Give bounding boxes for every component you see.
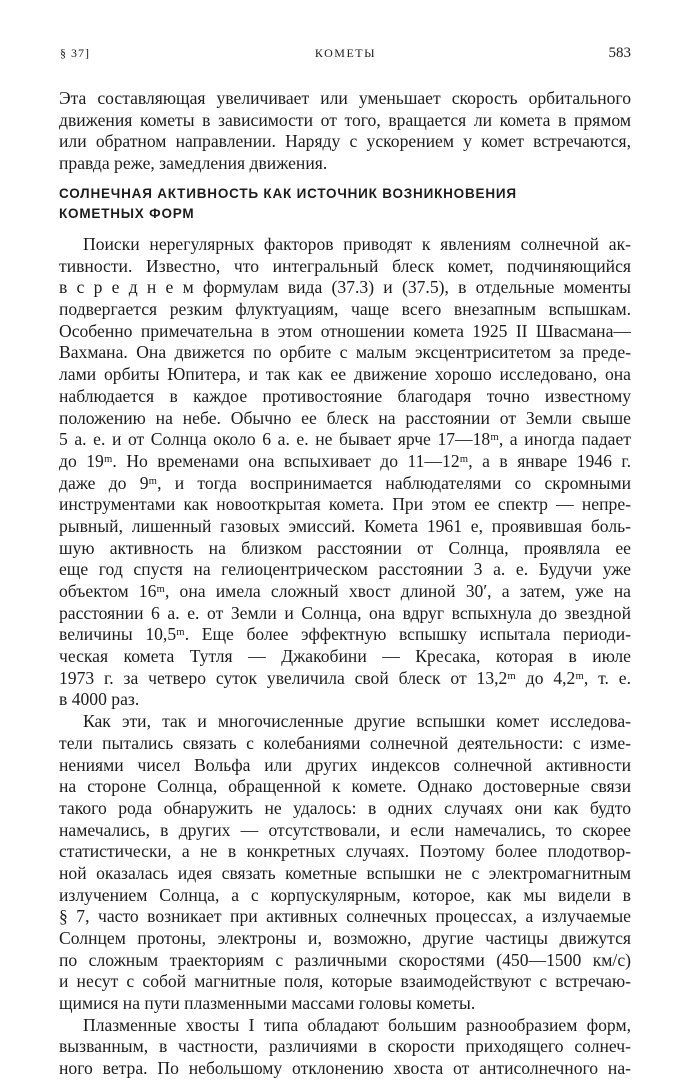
section-heading xyxy=(59,184,631,224)
text-line: статистически, а не в конкретных случаях. Поэтому более плодотвор- xyxy=(59,841,631,862)
text-line: наблюдается в каждое противостояние благодаря точно известному xyxy=(59,385,631,406)
section-marker: § 37] xyxy=(60,46,90,60)
text-line: ного ветра. По небольшому отклонению хвоста от антисолнечного на- xyxy=(59,1058,631,1079)
text-line: тивности. Известно, что интегральный блеск комет, подчиняющийся xyxy=(59,255,631,276)
text-line: § 7, часто возникает при активных солнечных процессах, а излучаемые xyxy=(59,906,631,927)
text-line: движения кометы в зависимости от того, вращается ли комета в прямом xyxy=(59,109,631,130)
text-line: Солнцем протоны, электроны и, возможно, другие частицы движутся xyxy=(59,928,631,948)
text-line: тели пытались связать с колебаниями солнечной деятельности: с изме- xyxy=(59,732,631,753)
text-line: 5 а. е. и от Солнца около 6 а. е. не бывает ярче 17—18ᵐ, а иногда падает xyxy=(59,429,631,450)
text-line: и несут с собой магнитные поля, которые взаимодействуют с встречаю- xyxy=(59,971,631,992)
text-line: инструментами как новооткрытая комета. При этом ее спектр — непре- xyxy=(59,494,631,515)
text-line: Вахмана. Она движется по орбите с малым эксцентриситетом за преде- xyxy=(59,342,631,363)
text-line: вызванным, в частности, различиями в скорости приходящего солнеч- xyxy=(59,1036,631,1057)
text-line: даже до 9ᵐ, и тогда воспринимается наблюдателями со скромными xyxy=(59,472,631,493)
text-line: или обратном направлении. Наряду с ускорением у комет встречаются, xyxy=(59,131,631,152)
text-line: ческая комета Тутля — Джакобини — Кресака, которая в июле xyxy=(59,646,631,667)
text-line: нениями чисел Вольфа или других индексов солнечной активности xyxy=(59,754,631,775)
text-line: в с р е д н е м формулам вида (37.3) и (37.5), в отдельные моменты xyxy=(59,277,631,298)
text-line: еще год спустя на гелиоцентрическом расстоянии 3 а. е. Будучи уже xyxy=(59,559,631,580)
text-line: объектом 16ᵐ, она имела сложный хвост длиной 30′, а затем, уже на xyxy=(59,581,631,601)
text-line: ной оказалась идея связать кометные вспышки не с электромагнитным xyxy=(59,862,631,883)
text-line: рывный, лишенный газовых эмиссий. Комета 1961 е, проявившая боль- xyxy=(59,515,631,536)
text-line: в 4000 раз. xyxy=(59,689,140,710)
text-line: щимися на пути плазменными массами головы кометы. xyxy=(59,993,476,1014)
text-line: шую активность на близком расстоянии от Солнца, проявляла ее xyxy=(59,537,631,558)
text-line: Особенно примечательна в этом отношении комета 1925 II Швасмана— xyxy=(59,320,631,341)
text-line: до 19ᵐ. Но временами она вспыхивает до 11—12ᵐ, а в январе 1946 г. xyxy=(59,450,631,471)
heading-line: КОМЕТНЫХ ФОРМ xyxy=(59,206,195,221)
page-number: 583 xyxy=(608,45,631,61)
text-line: такого рода обнаружить не удалось: в одних случаях они как будто xyxy=(59,797,631,818)
text-line: излучением Солнца, а с корпускулярным, которое, как мы видели в xyxy=(59,884,631,905)
intro-paragraph xyxy=(59,88,631,175)
paragraph-1 xyxy=(59,234,631,1080)
text-line: по сложным траекториям с различными скоростями (450—1500 км/с) xyxy=(59,949,631,970)
text-line: расстоянии 6 а. е. от Земли и Солнца, она вдруг вспыхнула до звездной xyxy=(59,602,631,623)
text-line: подвергается резким флуктуациям, чаще всего внезапным вспышкам. xyxy=(59,299,631,320)
running-head xyxy=(60,46,631,66)
text-line: 1973 г. за четверо суток увеличила свой блеск от 13,2ᵐ до 4,2ᵐ, т. е. xyxy=(59,667,631,688)
text-line: на стороне Солнца, обращенной к комете. Однако достоверные связи xyxy=(59,776,631,797)
text-line: Поиски нерегулярных факторов приводят к явлениям солнечной ак- xyxy=(83,234,631,254)
text-line: Эта составляющая увеличивает или уменьшает скорость орбитального xyxy=(59,88,631,108)
chapter-title: КОМЕТЫ xyxy=(314,46,377,60)
text-line: намечались, в других — отсутствовали, и если намечались, то скорее xyxy=(59,819,631,840)
text-line: положению на небе. Обычно ее блеск на расстоянии от Земли свыше xyxy=(59,407,631,428)
text-line: лами орбиты Юпитера, и так как ее движение хорошо исследовано, она xyxy=(59,364,631,385)
text-line: правда реже, замедления движения. xyxy=(59,153,328,174)
text-line: Как эти, так и многочисленные другие вспышки комет исследова- xyxy=(83,711,631,732)
heading-line: СОЛНЕЧНАЯ АКТИВНОСТЬ КАК ИСТОЧНИК ВОЗНИКНОВЕНИЯ xyxy=(59,186,517,201)
text-line: величины 10,5ᵐ. Еще более эффектную вспышку испытала периоди- xyxy=(59,624,631,645)
text-line: Плазменные хвосты I типа обладают большим разнообразием форм, xyxy=(83,1014,631,1035)
